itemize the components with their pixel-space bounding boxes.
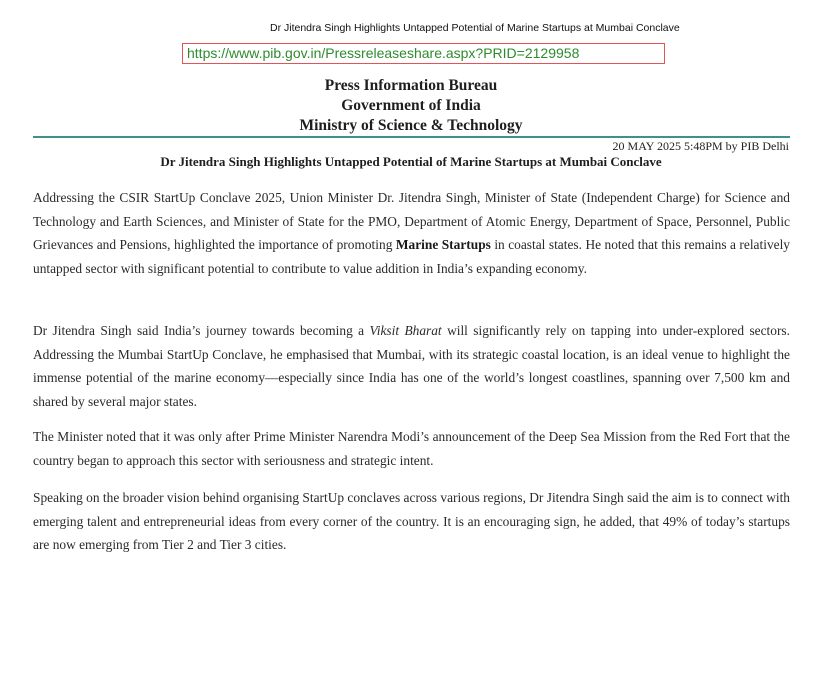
paragraph-2-part-a: Dr Jitendra Singh said India’s journey towards becoming a <box>33 323 370 338</box>
document-top-title: Dr Jitendra Singh Highlights Untapped Potential of Marine Startups at Mumbai Conclave <box>270 22 680 34</box>
release-subject-title: Dr Jitendra Singh Highlights Untapped Potential of Marine Startups at Mumbai Conclave <box>160 154 662 169</box>
paragraph-2-italic: Viksit Bharat <box>369 323 442 338</box>
header-ministry: Ministry of Science & Technology <box>299 117 523 134</box>
paragraph-1-part-b: in coastal states. He noted that this remains a relatively untapped sector with significant potential to contribute to value addition in India’s expanding economy. <box>33 237 790 276</box>
header-divider <box>33 136 790 138</box>
dateline: 20 MAY 2025 5:48PM by PIB Delhi <box>612 139 789 153</box>
paragraph-1-bold: Marine Startups <box>395 237 491 252</box>
paragraph-2 <box>33 319 790 413</box>
paragraph-3: The Minister noted that it was only after Prime Minister Narendra Modi’s announcement of the Deep Sea Mission from the Red Fort that the country began to approach this sector with seriousness and strategic intent. <box>33 429 790 468</box>
header-organization: Press Information Bureau <box>324 77 498 94</box>
paragraph-1 <box>33 186 790 280</box>
paragraph-4: Speaking on the broader vision behind organising StartUp conclaves across various regions, Dr Jitendra Singh said the aim is to connect with emerging talent and entrepreneurial ideas from every corner of the country. It is an encouraging sign, he added, that 49% of today’s startups are now emerging from Tier 2 and Tier 3 cities. <box>33 490 790 552</box>
paragraph-2-part-b: will significantly rely on tapping into under-explored sectors. Addressing the Mumbai StartUp Conclave, he emphasised that Mumbai, with its strategic coastal location, is an ideal venue to highlight the immense potential of the marine economy—especially since India has one of the world’s longest coastlines, spanning over 7,500 km and shared by several major states. <box>33 323 790 409</box>
paragraph-1-part-a: Addressing the CSIR StartUp Conclave 2025, Union Minister Dr. Jitendra Singh, Minister of State (Independent Charge) for Science and Technology and Earth Sciences, and Minister of State for the PMO, Department of Atomic Energy, Department of Space, Personnel, Public Grievances and Pensions, highlighted the importance of promoting <box>33 190 790 252</box>
header-government: Government of India <box>341 97 481 114</box>
press-release-url-link[interactable]: https://www.pib.gov.in/Pressreleaseshare.aspx?PRID=2129958 <box>182 43 665 64</box>
